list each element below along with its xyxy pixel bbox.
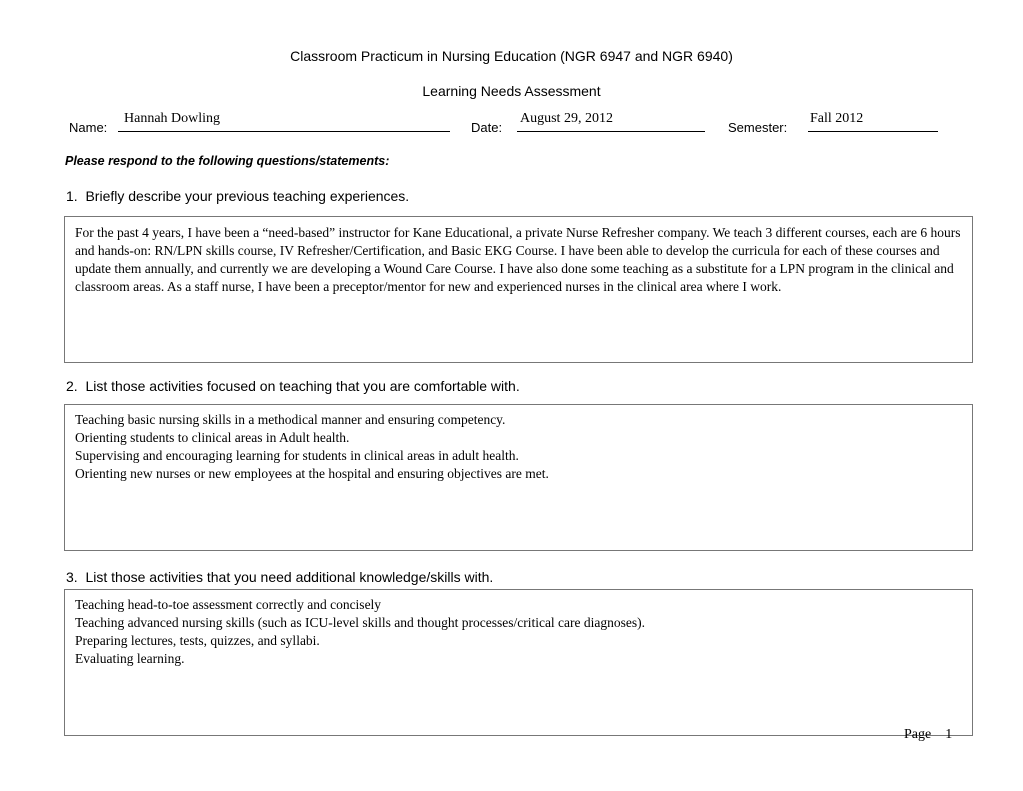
semester-label: Semester: (728, 120, 788, 135)
answer-box-3 (64, 589, 973, 736)
question-2-number: 2. (66, 378, 78, 394)
date-value: August 29, 2012 (520, 111, 613, 126)
instructions: Please respond to the following questions/statements: (65, 154, 390, 168)
answer-3-line: Preparing lectures, tests, quizzes, and syllabi. (75, 633, 320, 648)
semester-value: Fall 2012 (810, 111, 864, 126)
question-2 (66, 378, 520, 394)
semester-underline (808, 131, 938, 132)
page-number: 1 (945, 727, 953, 742)
question-3-text: List those activities that you need additional knowledge/skills with. (85, 569, 494, 585)
answer-3-line: Evaluating learning. (75, 651, 185, 666)
answer-2-line: Teaching basic nursing skills in a methodical manner and ensuring competency. (75, 412, 506, 427)
document-title: Classroom Practicum in Nursing Education (NGR 6947 and NGR 6940) (290, 48, 733, 64)
answer-box-2 (64, 404, 973, 551)
question-1-text: Briefly describe your previous teaching experiences. (85, 188, 410, 204)
question-1 (66, 188, 409, 204)
answer-3-line: Teaching advanced nursing skills (such as ICU-level skills and thought processes/critical care diagnoses). (75, 615, 646, 630)
answer-2-line: Orienting new nurses or new employees at the hospital and ensuring objectives are met. (75, 466, 549, 481)
document-subtitle: Learning Needs Assessment (422, 83, 601, 99)
answer-2-line: Supervising and encouraging learning for students in clinical areas in adult health. (75, 448, 519, 463)
name-label: Name: (69, 120, 108, 135)
page-footer (904, 727, 952, 743)
date-label: Date: (471, 120, 503, 135)
question-3-number: 3. (66, 569, 78, 585)
page-label: Page (904, 727, 932, 742)
name-value: Hannah Dowling (124, 111, 221, 126)
answer-box-1 (64, 216, 973, 363)
question-2-text: List those activities focused on teaching that you are comfortable with. (85, 378, 520, 394)
question-3 (66, 569, 493, 585)
question-1-number: 1. (66, 188, 78, 204)
name-underline (118, 131, 450, 132)
answer-3-line: Teaching head-to-toe assessment correctly and concisely (75, 597, 382, 612)
date-underline (517, 131, 705, 132)
answer-2-line: Orienting students to clinical areas in Adult health. (75, 430, 350, 445)
answer-1-paragraph: For the past 4 years, I have been a “need-based” instructor for Kane Educational, a private Nurse Refresher company. We teach 3 different courses, each are 6 hours and hands-on: RN/LPN skills course, IV Refresher/Certification, and Basic EKG Course. I have been able to develop the curricula for each of these courses and update them annually, and currently we are developing a Wound Care Course. I have also done some teaching as a substitute for a LPN program in the clinical and classroom areas. As a staff nurse, I have been a preceptor/mentor for new and experienced nurses in the clinical area where I work. (75, 225, 961, 294)
